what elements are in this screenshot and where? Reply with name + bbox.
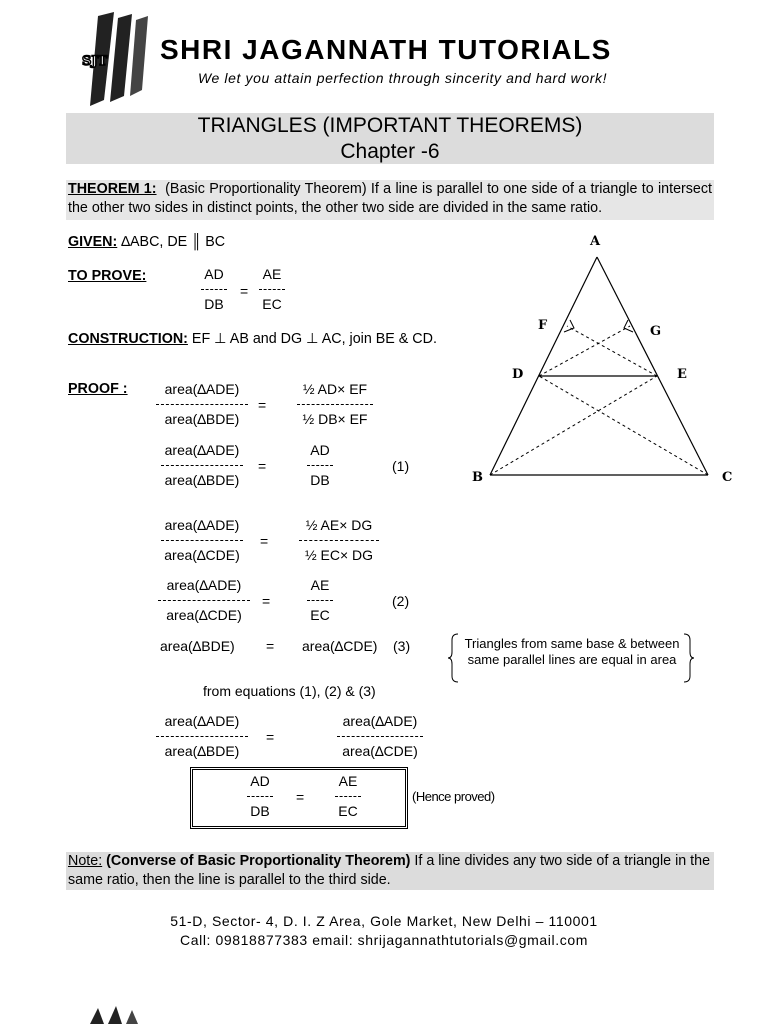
equation-tag: (2) — [392, 593, 410, 609]
proof-label: PROOF : — [68, 381, 128, 397]
segment-ef — [567, 326, 657, 376]
logo-text: SJT — [82, 54, 108, 69]
note-label: Note: — [68, 853, 103, 869]
fraction-denominator: ½ DB× EF — [302, 411, 368, 427]
title-band — [66, 113, 714, 164]
label-a: A — [590, 234, 601, 249]
side-ab — [490, 257, 597, 475]
given-label: GIVEN: — [68, 234, 118, 250]
segment-dg — [539, 326, 630, 376]
fraction-denominator: area(∆BDE) — [164, 411, 240, 427]
equals-sign: = — [258, 397, 267, 413]
construction-text: EF ⊥ AB and DG ⊥ AC, join BE & CD. — [191, 331, 437, 347]
label-d: D — [512, 367, 524, 382]
proof-step3-left — [152, 517, 252, 564]
hence-proved: (Hence proved) — [412, 789, 495, 804]
note-text: If a line divides any two side of a triangle in the same ratio, then the line is parallel to the third side. — [68, 853, 711, 888]
equals-sign: = — [296, 789, 305, 805]
footer-logo-fragment — [80, 1004, 150, 1024]
to-prove-left-fraction — [196, 266, 232, 313]
fraction-numerator: AD — [204, 266, 224, 282]
fraction-numerator: area(∆ADE) — [342, 713, 418, 729]
footer-address: 51-D, Sector- 4, D. I. Z Area, Gole Market, New Delhi – 110001 — [170, 913, 598, 929]
to-prove-right-fraction — [254, 266, 290, 313]
footer-contact: Call: 09818877383 email: shrijagannathtutorials@gmail.com — [180, 932, 588, 948]
equals-sign: = — [262, 593, 271, 609]
fraction-numerator: ½ AD× EF — [302, 381, 368, 397]
equation-tag: (1) — [392, 458, 410, 474]
fraction-denominator: DB — [204, 296, 224, 312]
page-title: TRIANGLES (IMPORTANT THEOREMS) — [197, 114, 583, 137]
proof-step2-left — [152, 442, 252, 489]
brace-note: Triangles from same base & between same parallel lines are equal in area — [464, 636, 680, 667]
equals-sign: = — [260, 533, 269, 549]
proof-step6-right — [332, 713, 428, 760]
triangle-diagram — [460, 230, 740, 490]
result-right-fraction — [328, 773, 368, 820]
label-e: E — [677, 367, 687, 382]
theorem-statement — [66, 180, 714, 220]
note-bold: (Converse of Basic Proportionality Theorem) — [106, 853, 411, 869]
fraction-numerator: AE — [310, 577, 330, 593]
equation-tag: (3) — [393, 638, 411, 654]
segment-be — [490, 376, 657, 475]
fraction-numerator: AD — [250, 773, 270, 789]
proof-step3-right — [292, 517, 386, 564]
proof-step2-right — [300, 442, 340, 489]
label-b: B — [472, 470, 483, 485]
fraction-denominator: area(∆CDE) — [166, 607, 242, 623]
tagline: We let you attain perfection through sincerity and hard work! — [198, 70, 608, 86]
fraction-numerator: AE — [338, 773, 358, 789]
fraction-denominator: area(∆CDE) — [342, 743, 418, 759]
proof-step5-right: area(∆CDE) — [302, 638, 378, 654]
label-g: G — [650, 324, 662, 339]
fraction-numerator: AE — [262, 266, 282, 282]
theorem-label: THEOREM 1: — [68, 181, 157, 197]
given-line — [68, 234, 225, 250]
proof-step4-left — [152, 577, 256, 624]
fraction-numerator: area(∆ADE) — [166, 577, 242, 593]
fraction-denominator: DB — [310, 472, 330, 488]
side-ac — [597, 257, 708, 475]
fraction-denominator: area(∆CDE) — [164, 547, 240, 563]
proof-step1-right — [292, 381, 378, 428]
proof-step6-left — [152, 713, 252, 760]
equals-sign: = — [266, 729, 275, 745]
from-equations: from equations (1), (2) & (3) — [203, 683, 376, 699]
fraction-numerator: area(∆ADE) — [164, 381, 240, 397]
fraction-denominator: ½ EC× DG — [304, 547, 374, 563]
fraction-numerator: AD — [310, 442, 330, 458]
fraction-denominator: EC — [262, 296, 282, 312]
proof-step5-left: area(∆BDE) — [160, 638, 235, 654]
result-left-fraction — [240, 773, 280, 820]
fraction-denominator: EC — [310, 607, 330, 623]
theorem-text: (Basic Proportionality Theorem) If a line is parallel to one side of a triangle to intersect the other two sides in distinct points, the other two side are divided in the same ratio. — [68, 181, 712, 216]
fraction-numerator: area(∆ADE) — [164, 517, 240, 533]
fraction-denominator: area(∆BDE) — [164, 472, 240, 488]
given-text: ∆ABC, DE ║ BC — [121, 234, 226, 250]
fraction-numerator: ½ AE× DG — [305, 517, 373, 533]
brand-title: SHRI JAGANNATH TUTORIALS — [160, 34, 612, 65]
construction-label: CONSTRUCTION: — [68, 331, 188, 347]
fraction-denominator: EC — [338, 803, 358, 819]
equals-sign: = — [266, 638, 275, 654]
proof-step1-left — [152, 381, 252, 428]
to-prove-label: TO PROVE: — [68, 268, 147, 284]
label-f: F — [538, 318, 548, 333]
equals-sign: = — [258, 458, 267, 474]
label-c: C — [722, 470, 733, 485]
note-band — [66, 852, 714, 890]
fraction-denominator: DB — [250, 803, 270, 819]
sjt-logo — [80, 10, 160, 110]
chapter-label: Chapter -6 — [340, 140, 440, 163]
fraction-numerator: area(∆ADE) — [164, 713, 240, 729]
proof-step4-right — [300, 577, 340, 624]
fraction-numerator: area(∆ADE) — [164, 442, 240, 458]
equals-sign: = — [240, 283, 249, 299]
fraction-denominator: area(∆BDE) — [164, 743, 240, 759]
construction-line — [68, 331, 437, 347]
